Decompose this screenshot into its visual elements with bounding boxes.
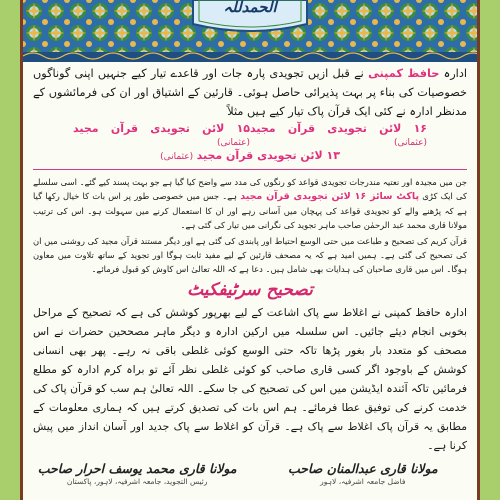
paragraph-two-text2: ہے۔ جس میں خصوصی طور پر اس بات کا خیال رکھا گیا ہے کہ پڑھنے والے کو تجویدی قواعد کی پہچان میں آسانی رہے اور ان کا استعمال کرنے میں سہولت ہو۔ اس کی ترتیب مولانا قاری محمد عبد الرحمٰن صاحب ماہر تجوید کی نگرانی میں تیار کی گئی ہے۔ bbox=[33, 191, 467, 230]
section-divider bbox=[33, 169, 467, 170]
edition-16-note: (عثمانی) bbox=[393, 138, 427, 148]
intro-text: نے قبل ازیں تجویدی پارہ جات اور قاعدے تیار کیے جنہیں اپنی گوناگوں خصوصیات کی بناء پر بہت پذیرائی حاصل ہوئی۔ قارئین کے اشتیاق اور ان کی فرمائشوں کے مدنظر ادارہ نے کئی ایک قرآن پاک تیار کیے ہیں مثلاً bbox=[33, 67, 467, 118]
intro-lead: ادارہ bbox=[443, 67, 467, 80]
signature-right-name: مولانا قاری عبدالمنان صاحب bbox=[287, 461, 438, 476]
signature-left bbox=[33, 461, 241, 486]
ornamental-header bbox=[23, 0, 477, 62]
company-name: حافظ کمپنی bbox=[368, 67, 440, 80]
certificate-title: تصحیح سرٹیفکیٹ bbox=[187, 280, 313, 300]
signature-left-title: رئیس التجوید، جامعہ اشرفیہ، لاہور، پاکستان bbox=[66, 477, 208, 486]
paragraph-two bbox=[33, 175, 467, 232]
intro-paragraph bbox=[33, 64, 467, 121]
edition-15-label: ۱۵ لائن تجویدی قرآن مجید bbox=[73, 122, 250, 135]
header-calligraphy: الحمدللہ bbox=[223, 0, 277, 16]
paragraph-three: قرآن کریم کی تصحیح و طباعت میں حتی الوسع احتیاط اور پابندی کی گئی ہے اور دیگر مستند قرآن مجید کی روشنی میں ان کی تصحیح کی گئی ہے۔ ہمیں امید ہے کہ یہ مصحف قارئین کے لیے مفید ثابت ہوگا اور تجوید کے ساتھ تلاوت میں معاون ہوگا۔ اس میں قاری صاحبان کی ہدایات بھی شامل ہیں۔ دعا ہے کہ اللہ تعالیٰ اس کاوش کو قبول فرمائے۔ bbox=[33, 236, 467, 274]
edition-16-line bbox=[250, 122, 427, 148]
edition-15-line bbox=[73, 122, 250, 148]
editions-row-1 bbox=[33, 122, 467, 148]
signature-left-name: مولانا قاری محمد یوسف احرار صاحب bbox=[37, 461, 237, 476]
edition-13-note: (عثمانی) bbox=[160, 152, 194, 162]
edition-16-label: ۱۶ لائن تجویدی قرآن مجید bbox=[250, 122, 427, 135]
edition-13-label: ۱۳ لائن تجویدی قرآن مجید bbox=[196, 149, 340, 162]
signatures bbox=[33, 461, 467, 486]
signature-right bbox=[259, 461, 467, 486]
paragraph-two-text1: جن میں مجیدہ اور نعتیہ مندرجات تجویدی قواعد کو رنگوں کی مدد سے واضح کیا گیا ہے جو بہت پسند کیے گئے۔ اسی سلسلے کی ایک کڑی bbox=[33, 177, 468, 201]
preface-content bbox=[33, 64, 467, 486]
edition-15-note: (عثمانی) bbox=[216, 138, 250, 148]
signature-right-title: فاضل جامعہ اشرفیہ، لاہور bbox=[320, 477, 406, 486]
pocket-edition-label: پاکٹ سائز ۱۶ لائن تجویدی قرآن مجید bbox=[240, 191, 420, 202]
page-inner bbox=[20, 0, 480, 500]
editions-row-2 bbox=[33, 149, 467, 162]
certificate-body: ادارہ حافظ کمپنی نے اغلاط سے پاک اشاعت کے لیے بھرپور کوشش کی ہے کہ تصحیح کے مراحل بخوبی انجام دیئے جائیں۔ اس سلسلہ میں ارکین ادارہ و دیگر ماہر مصححین حضرات نے اس مصحف کو متعدد بار بغور پڑھا تاکہ حتی الوسع کوئی غلطی باقی نہ رہے۔ پھر بھی انسانی کوشش کے باوجود اگر کسی قاری صاحب کو کوئی غلطی نظر آئے تو براہ کرم ادارہ کو مطلع فرمائیں تاکہ آئندہ ایڈیشن میں اس کی تصحیح کی جا سکے۔ اللہ تعالیٰ ہم سب کو قرآن پاک کی خدمت کرنے کی توفیق عطا فرمائے۔ ہم اس بات کی تصدیق کرتے ہیں کہ ہماری معلومات کے مطابق یہ قرآن پاک اغلاط سے پاک ہے۔ قرآن کو اغلاط سے پاک جدید اور آسان انداز میں پیش کرنا ہے۔ bbox=[33, 306, 467, 452]
